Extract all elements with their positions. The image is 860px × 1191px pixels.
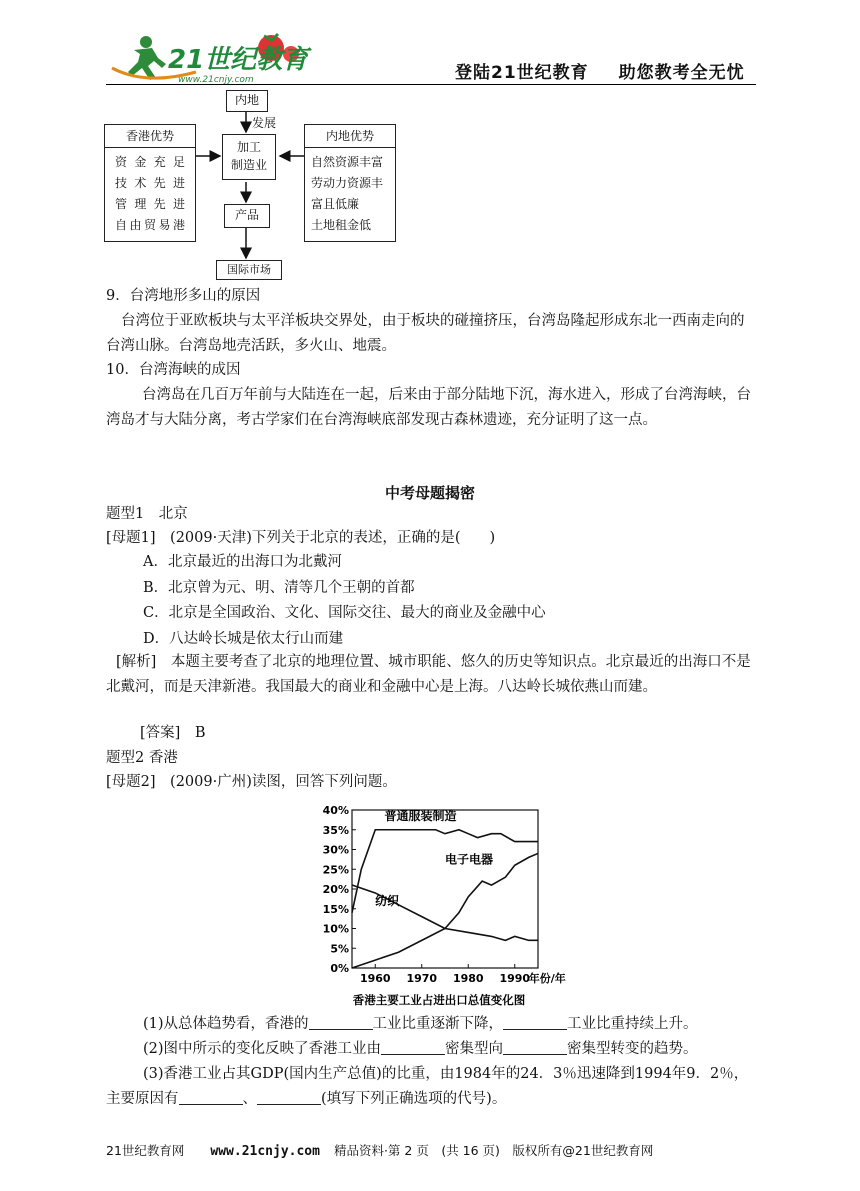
y-tick-label: 0% xyxy=(330,962,349,975)
mainland-advantage-item: 自然资源丰富 xyxy=(311,155,384,169)
section-10-body: 台湾岛在几百万年前与大陆连在一起，后来由于部分陆地下沉，海水进入，形成了台湾海峡，台湾岛才与大陆分离，考古学家们在台湾海峡底部发现古森林遗迹，充分证明了这一点。 xyxy=(106,387,751,428)
hk-advantages-title: 香港优势 xyxy=(105,125,195,148)
y-tick-label: 25% xyxy=(322,863,349,877)
y-tick-label: 30% xyxy=(322,843,349,857)
flow-label-develop: 发展 xyxy=(252,116,277,130)
answer-1: [答案] B xyxy=(140,725,206,741)
hk-advantage-item: 技术先进 xyxy=(115,176,185,190)
svg-text:21世纪教育: 21世纪教育 xyxy=(168,45,309,75)
y-tick-label: 20% xyxy=(322,883,349,896)
sub-question-3 xyxy=(106,1062,758,1112)
x-tick-label: 1980 xyxy=(452,972,484,985)
y-tick-label: 40% xyxy=(322,804,349,817)
series-label-2: 电子电器 xyxy=(445,852,494,867)
sub3-text-c: (填写下列正确选项的代号)。 xyxy=(321,1091,507,1107)
svg-text:www.21cnjy.com: www.21cnjy.com xyxy=(178,75,254,85)
header-slogan xyxy=(455,58,745,83)
question-1-options xyxy=(143,550,546,652)
y-tick-label: 5% xyxy=(330,942,349,956)
flow-diagram xyxy=(104,90,404,280)
section-10-title: 10．台湾海峡的成因 xyxy=(106,362,241,378)
blank-4[interactable] xyxy=(503,1040,567,1055)
mainland-advantage-item: 劳动力资源丰 xyxy=(311,176,384,190)
flow-box-processing: 加工 制造业 xyxy=(222,134,276,180)
section-9-title: 9．台湾地形多山的原因 xyxy=(106,288,261,304)
blank-3[interactable] xyxy=(381,1040,445,1055)
mainland-advantages-title: 内地优势 xyxy=(305,125,395,148)
slogan-left: 登陆21世纪教育 xyxy=(455,63,589,83)
page-footer xyxy=(106,1141,653,1159)
flow-box-market: 国际市场 xyxy=(216,260,282,280)
y-tick-label: 35% xyxy=(322,823,349,837)
blank-5[interactable] xyxy=(179,1090,243,1105)
hk-advantage-item: 管理先进 xyxy=(115,197,185,211)
hk-advantage-item: 自由贸易港 xyxy=(115,218,185,232)
sub2-text-a: (2)图中所示的变化反映了香港工业由 xyxy=(143,1041,382,1057)
option-a[interactable]: A．北京最近的出海口为北戴河 xyxy=(143,554,342,570)
sub1-text-c: 工业比重持续上升。 xyxy=(567,1016,698,1032)
sub1-text-b: 工业比重逐渐下降， xyxy=(372,1016,504,1032)
analysis-1: [解析] 本题主要考查了北京的地理位置、城市职能、悠久的历史等知识点。北京最近的出海口不是北戴河，而是天津新港。我国最大的商业和金融中心是上海。八达岭长城依燕山而建。 xyxy=(106,654,751,695)
series-label-1: 普通服装制造 xyxy=(384,808,457,823)
mainland-advantage-item: 富且低廉 xyxy=(311,197,360,211)
sub1-text-a: (1)从总体趋势看，香港的 xyxy=(143,1016,309,1032)
chart-svg xyxy=(310,800,566,1010)
series-line-2 xyxy=(352,853,538,968)
sub2-text-b: 密集型向 xyxy=(445,1041,504,1057)
mainland-advantage-item: 土地租金低 xyxy=(311,218,372,232)
question-type-1: 题型1 北京 xyxy=(106,506,188,522)
sub3-text-a: (3)香港工业占其GDP(国内生产总值)的比重，由1984年的24．3％迅速降到1994年9．2％，主要原因有 xyxy=(106,1066,749,1107)
slogan-right: 助您教考全无忧 xyxy=(618,63,745,83)
x-axis-label: 年份/年 xyxy=(528,972,566,985)
x-tick-label: 1970 xyxy=(406,972,438,985)
mainland-advantages-list xyxy=(305,148,395,236)
question-1: [母题1] (2009·天津)下列关于北京的表述，正确的是( ) xyxy=(106,530,496,546)
site-logo[interactable] xyxy=(106,28,309,86)
hk-advantages-box xyxy=(104,124,196,242)
series-label-3: 纺织 xyxy=(375,893,400,908)
hk-advantage-item: 资金充足 xyxy=(115,155,185,169)
section-9-body: 台湾位于亚欧板块与太平洋板块交界处，由于板块的碰撞挤压，台湾岛隆起形成东北一西南走向的台湾山脉。台湾岛地壳活跃，多火山、地震。 xyxy=(106,313,745,354)
section-heading: 中考母题揭密 xyxy=(384,484,475,502)
logo-graphic xyxy=(106,28,309,86)
header-divider xyxy=(106,84,756,85)
sub-question-1 xyxy=(143,1012,698,1037)
option-b[interactable]: B．北京曾为元、明、清等几个王朝的首都 xyxy=(143,579,415,596)
flow-box-mainland: 内地 xyxy=(226,90,268,112)
sub-question-2 xyxy=(143,1037,698,1062)
footer-url[interactable]: www.21cnjy.com xyxy=(210,1144,320,1159)
blank-2[interactable] xyxy=(503,1015,567,1030)
blank-1[interactable] xyxy=(309,1015,373,1030)
y-tick-label: 15% xyxy=(322,902,349,916)
x-tick-label: 1960 xyxy=(359,972,391,985)
sub3-sep: 、 xyxy=(242,1091,257,1107)
chart-title: 香港主要工业占进出口总值变化图 xyxy=(352,993,526,1007)
y-tick-label: 10% xyxy=(322,922,349,936)
question-type-2: 题型2 香港 xyxy=(106,750,178,766)
hk-industry-chart xyxy=(310,800,566,1010)
option-d[interactable]: D．八达岭长城是依太行山而建 xyxy=(143,630,344,647)
footer-site-name: 21世纪教育网 xyxy=(106,1143,185,1158)
flow-box-product: 产品 xyxy=(224,204,270,228)
question-2: [母题2] (2009·广州)读图，回答下列问题。 xyxy=(106,774,397,790)
sub2-text-c: 密集型转变的趋势。 xyxy=(567,1041,698,1057)
option-c[interactable]: C．北京是全国政治、文化、国际交往、最大的商业及金融中心 xyxy=(143,605,546,621)
hk-advantages-list xyxy=(105,148,195,236)
footer-copyright: 精品资料·第 2 页 (共 16 页) 版权所有@21世纪教育网 xyxy=(333,1143,654,1158)
x-tick-label: 1990 xyxy=(499,972,531,985)
mainland-advantages-box xyxy=(304,124,396,242)
blank-6[interactable] xyxy=(257,1090,321,1105)
